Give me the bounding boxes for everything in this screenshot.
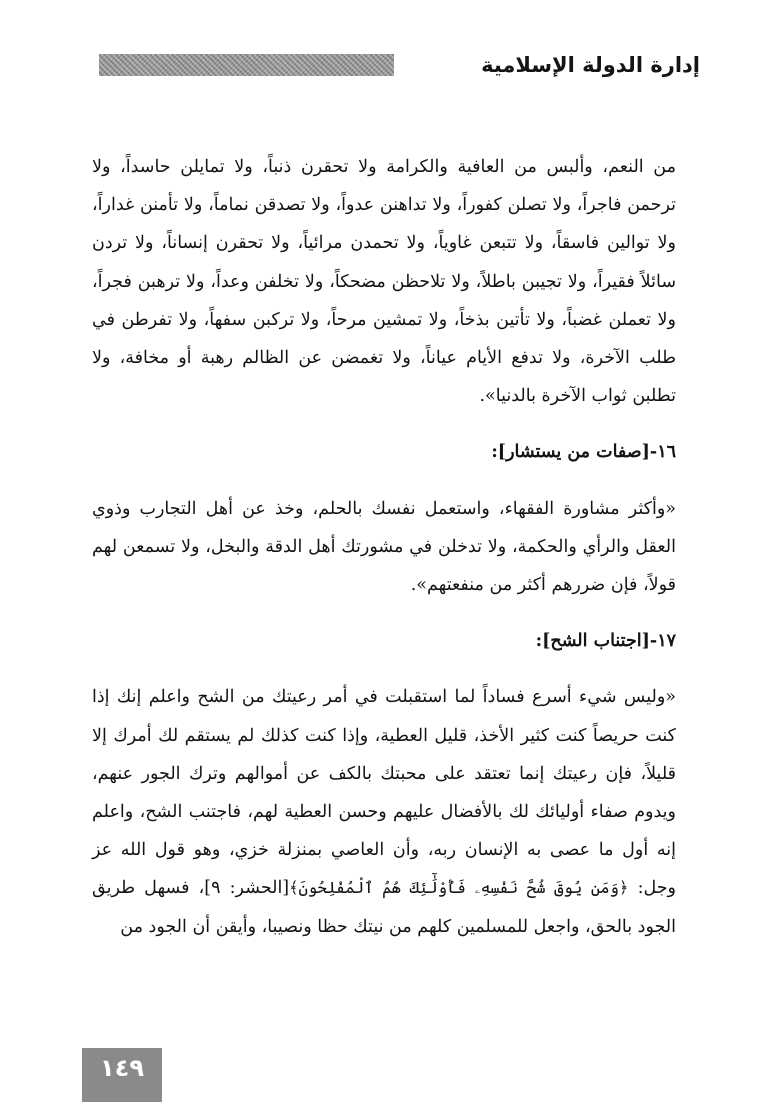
paragraph-shuh-continuation: ، فسهل طريق الجود بالحق، واجعل للمسلمين كلهم من نيتك حظا ونصيبا، وأيقن أن الجود من xyxy=(92,878,676,937)
spacer xyxy=(92,660,676,678)
header-decorative-band xyxy=(99,54,394,76)
paragraph-nahy: من النعم، وألبس من العافية والكرامة ولا تحقرن ذنباً، ولا تمايلن حاسداً، ولا ترحمن فاجراً، ولا تصلن كفوراً، ولا تداهنن عدواً، ولا تصدقن نماماً، ولا تأمنن غداراً، ولا توالين فاسقاً، ولا تتبعن غاوياً، ولا تحمدن مرائياً، ولا تحقرن إنساناً، ولا تردن سائلاً فقيراً، ولا تجيبن باطلاً، ولا تلاحظن مضحكاً، ولا تخلفن وعداً، ولا ترهبن فجراً، ولا تعملن غضباً، ولا تأتين بذخاً، ولا تمشين مرحاً، ولا تركبن سفهاً، ولا تفرطن في طلب الآخرة، ولا تدفع الأيام عياناً، ولا تغمضن عن الظالم رهبة أو مخافة، ولا تطلبن ثواب الآخرة بالدنيا». xyxy=(92,157,676,407)
page-body xyxy=(92,148,676,946)
section-heading-17: ١٧-[اجتناب الشح]: xyxy=(535,631,676,652)
spacer xyxy=(92,472,676,490)
paragraph-shuh xyxy=(92,678,676,945)
spacer xyxy=(92,604,676,622)
spacer xyxy=(92,415,676,433)
page-number-tab xyxy=(82,1048,162,1102)
page-number: ١٤٩ xyxy=(100,1054,144,1082)
quran-verse: ﴿وَمَن يُوقَ شُحَّ نَفْسِهِۦ فَأُوْلَٰٓئِكَ هُمُ ٱلْمُفْلِحُونَ﴾ xyxy=(289,878,629,898)
section-heading-16: ١٦-[صفات من يستشار]: xyxy=(491,442,676,463)
paragraph-mashwara: «وأكثر مشاورة الفقهاء، واستعمل نفسك بالحلم، وخذ عن أهل التجارب وذوي العقل والرأي والحكمة، ولا تدخلن في مشورتك أهل الدقة والبخل، ولا تسمعن لهم قولاً، فإن ضررهم أكثر من منفعتهم». xyxy=(92,498,676,596)
paragraph-shuh-text: «وليس شيء أسرع فساداً لما استقبلت في أمر رعيتك من الشح واعلم إنك إذا كنت حريصاً كنت كثير الأخذ، قليل العطية، وإذا كنت كذلك لم يستقم لك أمرك إلا قليلاً، فإن رعيتك إنما تعتقد على محبتك بالكف عن أموالهم وترك الجور عنهم، ويدوم صفاء أوليائك لك بالأفضال عليهم وحسن العطية لهم، فاجتنب الشح، واعلم إنه أول ما عصى به الإنسان ربه، وأن العاصي بمنزلة خزي، وهو قول الله عز وجل: xyxy=(92,687,676,899)
running-header-title: إدارة الدولة الإسلامية xyxy=(481,53,700,77)
verse-reference: [الحشر: ٩] xyxy=(204,878,290,899)
